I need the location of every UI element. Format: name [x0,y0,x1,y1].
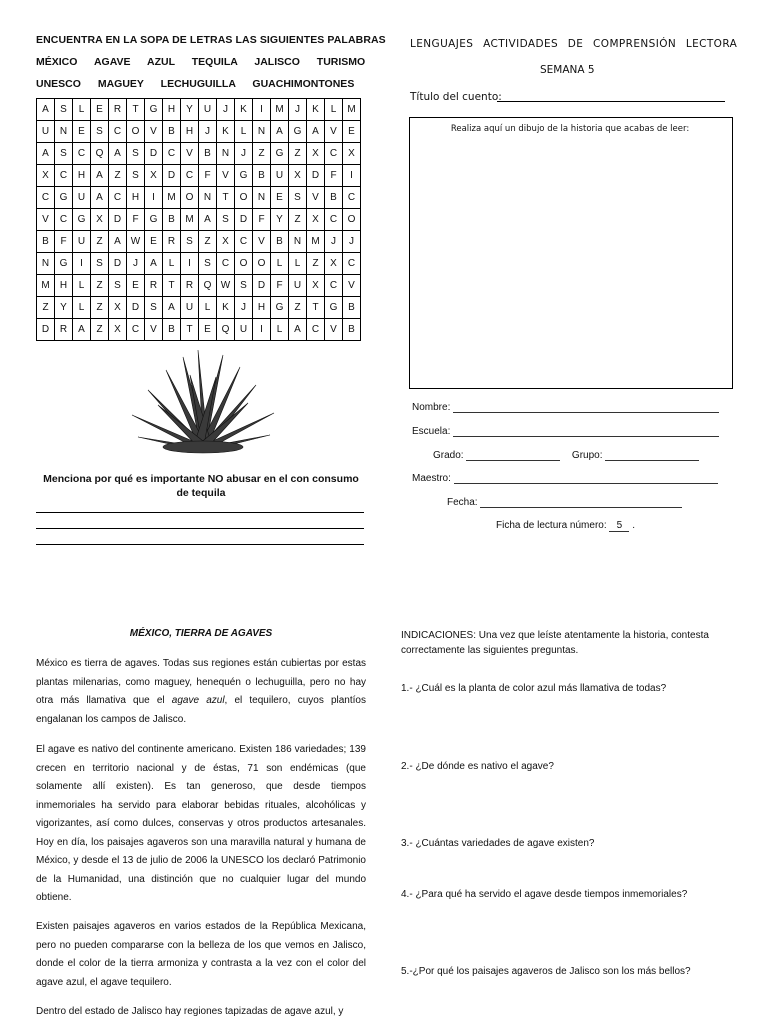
grid-cell[interactable]: R [163,231,181,253]
grid-cell[interactable]: F [325,165,343,187]
fecha-row [447,497,682,508]
grid-cell[interactable]: X [145,165,163,187]
grid-cell[interactable]: T [307,297,325,319]
grid-cell[interactable]: E [145,231,163,253]
grid-cell[interactable]: C [325,143,343,165]
grid-cell[interactable]: O [127,121,145,143]
grid-cell[interactable]: B [163,319,181,341]
grid-cell[interactable]: S [55,99,73,121]
grid-cell[interactable]: G [235,165,253,187]
maestro-label: Maestro: [412,473,451,484]
grid-cell[interactable]: L [271,319,289,341]
grid-cell[interactable]: G [55,187,73,209]
answer-line-3[interactable] [36,544,364,545]
grid-cell[interactable]: I [181,253,199,275]
grid-cell[interactable]: N [253,121,271,143]
grid-cell[interactable]: I [73,253,91,275]
nombre-field[interactable] [453,402,719,413]
grid-cell[interactable]: M [307,231,325,253]
grid-cell[interactable]: D [253,275,271,297]
grid-row [37,99,361,121]
grid-cell[interactable]: L [163,253,181,275]
grid-cell[interactable]: Z [37,297,55,319]
grid-cell[interactable]: O [235,187,253,209]
story-title: MÉXICO, TIERRA DE AGAVES [129,628,273,639]
grid-cell[interactable]: C [55,165,73,187]
grid-cell[interactable]: C [73,143,91,165]
maestro-field[interactable] [454,473,718,484]
grid-cell[interactable]: X [325,253,343,275]
nombre-row [412,402,719,413]
grid-cell[interactable]: G [145,99,163,121]
grid-cell[interactable]: A [199,209,217,231]
agave-plant-illustration [128,345,278,455]
grid-cell[interactable]: S [127,143,145,165]
grid-row [37,297,361,319]
grid-cell[interactable]: Z [109,165,127,187]
grid-cell[interactable]: O [253,253,271,275]
story-paragraph-4: Dentro del estado de Jalisco hay regiones tapizadas de agave azul, y [36,1006,344,1017]
grid-cell[interactable]: M [163,187,181,209]
week-label: SEMANA 5 [540,64,595,76]
grid-cell[interactable]: A [109,143,127,165]
grid-cell[interactable]: E [271,187,289,209]
fecha-label: Fecha: [447,497,478,508]
grid-cell[interactable]: C [325,275,343,297]
grid-cell[interactable]: B [271,231,289,253]
grid-cell[interactable]: I [253,99,271,121]
grid-cell[interactable]: U [289,275,307,297]
grid-cell[interactable]: R [181,275,199,297]
grid-cell[interactable]: C [163,143,181,165]
grid-row [37,231,361,253]
grid-cell[interactable]: L [73,99,91,121]
grid-cell[interactable]: J [325,231,343,253]
grid-cell[interactable]: U [73,231,91,253]
grid-cell[interactable]: H [163,99,181,121]
grid-cell[interactable]: T [181,319,199,341]
grid-cell[interactable]: F [271,275,289,297]
grid-cell[interactable]: Y [271,209,289,231]
grid-cell[interactable]: B [253,165,271,187]
grid-cell[interactable]: Z [91,275,109,297]
grid-cell[interactable]: E [199,319,217,341]
grid-cell[interactable]: R [145,275,163,297]
grid-cell[interactable]: W [127,231,145,253]
grid-cell[interactable]: S [289,187,307,209]
grid-cell[interactable]: V [325,319,343,341]
grid-cell[interactable]: N [289,231,307,253]
grid-cell[interactable]: A [145,253,163,275]
grid-cell[interactable]: C [235,231,253,253]
drawing-box-label: Realiza aquí un dibujo de la historia que acabas de leer: [450,124,690,134]
grid-cell[interactable]: C [127,319,145,341]
grid-cell[interactable]: C [343,253,361,275]
story-paragraph-2: El agave es nativo del continente americano. Existen 186 variedades; 139 crecen en territorio nacional y de éstas, 71 son endémicas (que solamente allí existen). Es tan generoso, que desde tiempos inmemoriales ha servido para elaborar bebidas rituales, alcohólicas y vigorizantes, así como dulces, conservas y otros productos artesanales. Hoy en día, los paisajes agaveros son una maravilla natural y humana de México, y desde el 13 de julio de 2006 la UNESCO los declaró Patrimonio de la Humanidad, una distinción que no cualquier lugar del mundo obtiene. [36,744,366,903]
grid-cell[interactable]: Z [289,297,307,319]
grid-cell[interactable]: Q [217,319,235,341]
grid-cell[interactable]: C [325,209,343,231]
grid-cell[interactable]: O [181,187,199,209]
grid-cell[interactable]: D [307,165,325,187]
grid-cell[interactable]: U [181,297,199,319]
answer-line-2[interactable] [36,528,364,529]
grid-row [37,253,361,275]
grid-cell[interactable]: U [235,319,253,341]
grid-row [37,209,361,231]
subject-header: LENGUAJES ACTIVIDADES DE COMPRENSIÓN LECTORA [410,38,738,50]
grid-cell[interactable]: G [73,209,91,231]
grid-cell[interactable]: X [307,275,325,297]
grid-cell[interactable]: C [109,121,127,143]
grid-cell[interactable]: V [307,187,325,209]
grid-row [37,143,361,165]
grid-cell[interactable]: B [37,231,55,253]
grid-cell[interactable]: V [253,231,271,253]
escuela-label: Escuela: [412,426,451,437]
grid-cell[interactable]: S [109,275,127,297]
grid-cell[interactable]: R [109,99,127,121]
grid-cell[interactable]: V [343,275,361,297]
grid-cell[interactable]: M [343,99,361,121]
grid-cell[interactable]: N [199,187,217,209]
grid-cell[interactable]: D [37,319,55,341]
grid-cell[interactable]: S [145,297,163,319]
grid-cell[interactable]: J [217,99,235,121]
grid-cell[interactable]: T [127,99,145,121]
grid-cell[interactable]: X [91,209,109,231]
grid-cell[interactable]: C [109,187,127,209]
grid-cell[interactable]: G [289,121,307,143]
grid-cell[interactable]: F [199,165,217,187]
grid-cell[interactable]: K [217,121,235,143]
grid-cell[interactable]: X [109,297,127,319]
grid-cell[interactable]: Z [307,253,325,275]
grid-cell[interactable]: L [271,253,289,275]
grid-row [37,187,361,209]
grid-cell[interactable]: B [343,297,361,319]
grid-cell[interactable]: Z [253,143,271,165]
grid-cell[interactable]: M [181,209,199,231]
grid-cell[interactable]: S [127,165,145,187]
grid-cell[interactable]: X [307,143,325,165]
grid-cell[interactable]: D [163,165,181,187]
grid-cell[interactable]: W [217,275,235,297]
grid-cell[interactable]: S [91,253,109,275]
grid-cell[interactable]: D [127,297,145,319]
grid-cell[interactable]: Z [91,319,109,341]
answer-line-1[interactable] [36,512,364,513]
question-1: 1.- ¿Cuál es la planta de color azul más llamativa de todas? [401,683,667,694]
grid-cell[interactable]: O [235,253,253,275]
grid-row [37,319,361,341]
grupo-field[interactable] [605,450,699,461]
grado-label: Grado: [433,450,464,461]
paragraph-1-text-a: México es tierra de agaves. Todas sus regiones están cubiertas por estas plantas milenarias, como maguey, henequén o lechuguilla, pero no hay otra más llamativa que el [36,658,366,706]
grid-cell[interactable]: J [289,99,307,121]
grid-cell[interactable]: V [325,121,343,143]
grid-cell[interactable]: G [145,209,163,231]
grid-cell[interactable]: N [253,187,271,209]
wordsearch-words-line2: UNESCO MAGUEY LECHUGUILLA GUACHIMONTONES [36,78,355,90]
grid-cell[interactable]: N [37,253,55,275]
grid-cell[interactable]: K [217,297,235,319]
grado-grupo-row [433,450,699,461]
grid-cell[interactable]: A [91,187,109,209]
grid-cell[interactable]: I [253,319,271,341]
escuela-field[interactable] [453,426,719,437]
ficha-number: 5 [609,520,629,532]
story-paragraph-3: Existen paisajes agaveros en varios estados de la República Mexicana, pero no pueden compararse con la belleza de los que vemos en Jalisco, donde el color de la tierra armoniza y contrasta a la vez con el color del agave azul, el agave tequilero. [36,921,366,988]
grid-cell[interactable]: S [55,143,73,165]
grid-cell[interactable]: I [343,165,361,187]
grid-cell[interactable]: B [343,319,361,341]
grid-cell[interactable]: T [163,275,181,297]
grid-cell[interactable]: Y [55,297,73,319]
grid-cell[interactable]: C [307,319,325,341]
paragraph-1-text-b: , el tequilero, cuyos plantíos engalanan los campos de Jalisco. [36,695,366,725]
grid-cell[interactable]: X [307,209,325,231]
grid-cell[interactable]: R [55,319,73,341]
grid-cell[interactable]: G [325,297,343,319]
grid-cell[interactable]: S [91,121,109,143]
grid-cell[interactable]: H [55,275,73,297]
grid-cell[interactable]: I [145,187,163,209]
grid-cell[interactable]: G [55,253,73,275]
question-4: 4.- ¿Para qué ha servido el agave desde tiempos inmemoriales? [401,889,688,900]
maestro-row [412,473,718,484]
grid-cell[interactable]: Z [289,209,307,231]
grid-cell[interactable]: Z [289,143,307,165]
grid-cell[interactable]: A [73,319,91,341]
grid-cell[interactable]: L [73,275,91,297]
grid-cell[interactable]: M [271,99,289,121]
question-3: 3.- ¿Cuántas variedades de agave existen? [401,838,595,849]
grid-cell[interactable]: A [307,121,325,143]
grid-cell[interactable]: U [199,99,217,121]
grid-cell[interactable]: B [199,143,217,165]
grid-cell[interactable]: J [235,143,253,165]
grid-cell[interactable]: L [325,99,343,121]
grid-cell[interactable]: J [127,253,145,275]
grid-cell[interactable]: J [199,121,217,143]
wordsearch-instruction: ENCUENTRA EN LA SOPA DE LETRAS LAS SIGUIENTES PALABRAS [36,34,386,46]
grid-cell[interactable]: E [127,275,145,297]
grid-cell[interactable]: B [325,187,343,209]
grid-cell[interactable]: X [217,231,235,253]
grid-cell[interactable]: E [73,121,91,143]
grid-cell[interactable]: U [73,187,91,209]
grid-cell[interactable]: M [37,275,55,297]
grid-row [37,121,361,143]
grid-cell[interactable]: X [37,165,55,187]
grid-cell[interactable]: A [163,297,181,319]
grid-cell[interactable]: A [271,121,289,143]
story-title-field[interactable] [497,101,725,102]
grid-cell[interactable]: V [181,143,199,165]
grid-cell[interactable]: B [163,121,181,143]
grid-cell[interactable]: T [217,187,235,209]
story-title-label: Título del cuento: [410,91,502,103]
grid-cell[interactable]: S [235,275,253,297]
grid-cell[interactable]: X [343,143,361,165]
grid-cell[interactable]: Y [181,99,199,121]
grid-cell[interactable]: A [37,143,55,165]
wordsearch-words-line1: MÉXICO AGAVE AZUL TEQUILA JALISCO TURISMO [36,56,366,68]
grid-cell[interactable]: Z [199,231,217,253]
grid-cell[interactable]: J [343,231,361,253]
grid-cell[interactable]: C [343,187,361,209]
grid-cell[interactable]: N [55,121,73,143]
grid-cell[interactable]: D [109,209,127,231]
grid-cell[interactable]: V [145,121,163,143]
grid-cell[interactable]: V [217,165,235,187]
ficha-row [496,520,635,532]
grid-cell[interactable]: C [55,209,73,231]
story-paragraph-1 [36,655,366,729]
grid-cell[interactable]: S [181,231,199,253]
grid-cell[interactable]: L [289,253,307,275]
tequila-question: Menciona por qué es importante NO abusar en el con consumo de tequila [43,473,359,499]
question-2: 2.- ¿De dónde es nativo el agave? [401,761,554,772]
grid-cell[interactable]: K [235,99,253,121]
grid-cell[interactable]: F [55,231,73,253]
question-5: 5.-¿Por qué los paisajes agaveros de Jalisco son los más bellos? [401,966,691,977]
grid-cell[interactable]: H [181,121,199,143]
indications: INDICACIONES: Una vez que leíste atentamente la historia, contesta correctamente las siguientes preguntas. [401,630,709,656]
grid-cell[interactable]: J [235,297,253,319]
grid-cell[interactable]: L [73,297,91,319]
grid-cell[interactable]: S [199,253,217,275]
grid-cell[interactable]: X [289,165,307,187]
grid-cell[interactable]: A [91,165,109,187]
grid-row [37,165,361,187]
grid-row [37,275,361,297]
grid-cell[interactable]: K [307,99,325,121]
grid-cell[interactable]: U [271,165,289,187]
drawing-box[interactable] [409,117,733,389]
grid-cell[interactable]: D [109,253,127,275]
grupo-label: Grupo: [571,450,603,461]
nombre-label: Nombre: [412,402,451,413]
grid-cell[interactable]: C [37,187,55,209]
escuela-row [412,426,719,437]
grid-cell[interactable]: H [127,187,145,209]
grid-cell[interactable]: E [343,121,361,143]
grid-cell[interactable]: G [271,297,289,319]
grid-cell[interactable]: S [217,209,235,231]
grid-cell[interactable]: H [253,297,271,319]
grid-cell[interactable]: O [343,209,361,231]
grid-cell[interactable]: A [109,231,127,253]
grid-cell[interactable]: L [235,121,253,143]
grid-cell[interactable]: E [91,99,109,121]
grid-cell[interactable]: F [127,209,145,231]
wordsearch-grid [36,98,361,341]
grid-cell[interactable]: X [109,319,127,341]
grid-cell[interactable]: V [37,209,55,231]
grid-cell[interactable]: B [163,209,181,231]
grid-cell[interactable]: C [217,253,235,275]
grid-cell[interactable]: A [289,319,307,341]
grid-cell[interactable]: Z [91,297,109,319]
grid-cell[interactable]: Z [91,231,109,253]
grid-cell[interactable]: Q [91,143,109,165]
grid-cell[interactable]: H [73,165,91,187]
grid-cell[interactable]: V [145,319,163,341]
paragraph-1-emphasis: agave azul [171,695,225,706]
grid-cell[interactable]: F [253,209,271,231]
grid-cell[interactable]: G [271,143,289,165]
grid-cell[interactable]: A [37,99,55,121]
ficha-label: Ficha de lectura número: [496,520,607,531]
grid-cell[interactable]: U [37,121,55,143]
fecha-field[interactable] [480,497,682,508]
grid-cell[interactable]: N [217,143,235,165]
grid-cell[interactable]: D [235,209,253,231]
ficha-end: . [632,520,635,531]
grado-field[interactable] [466,450,560,461]
grid-cell[interactable]: L [199,297,217,319]
grid-cell[interactable]: D [145,143,163,165]
grid-cell[interactable]: Q [199,275,217,297]
grid-cell[interactable]: C [181,165,199,187]
